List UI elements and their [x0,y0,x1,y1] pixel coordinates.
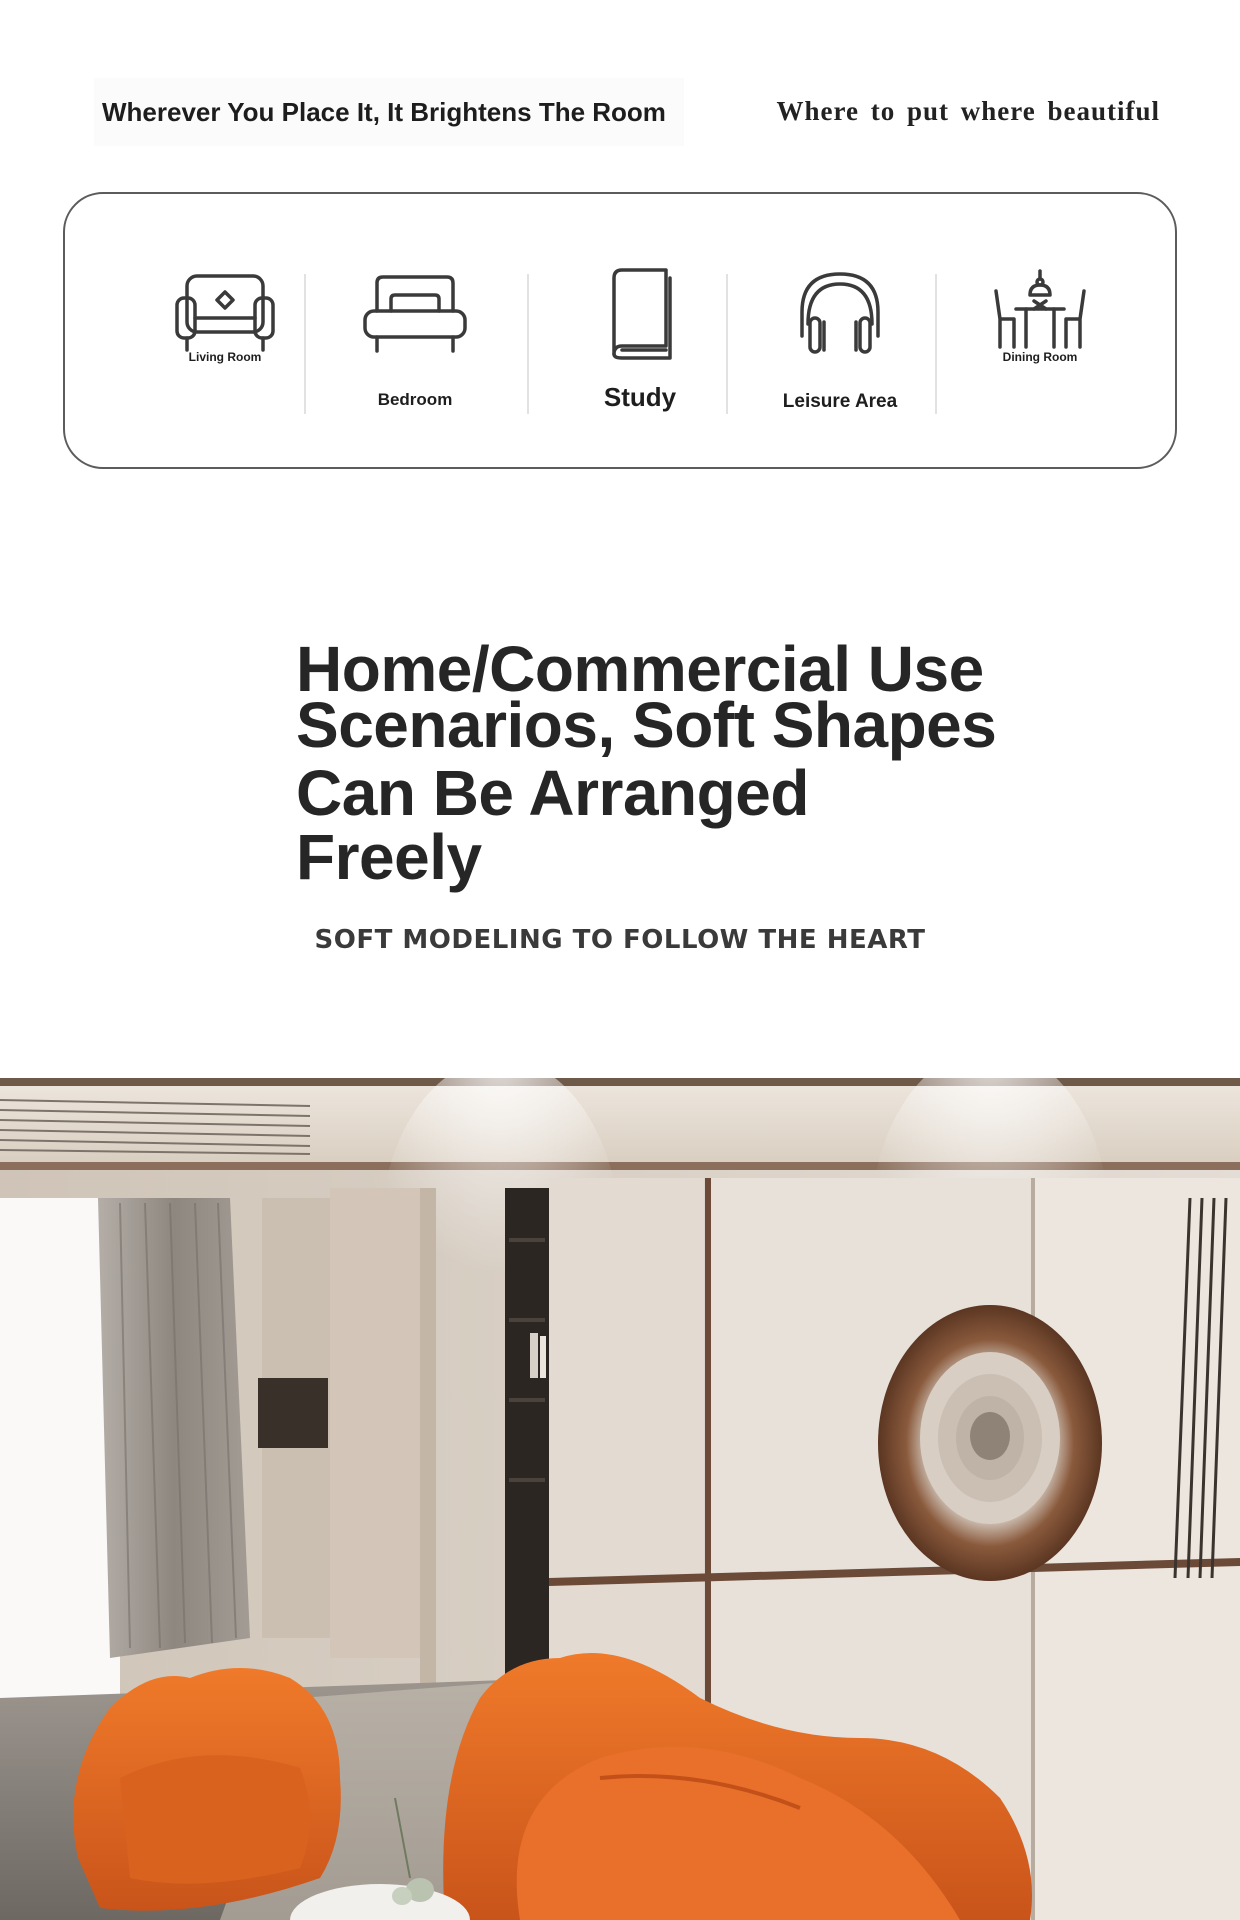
room-item-living-room [125,194,325,467]
subheadline: SOFT MODELING TO FOLLOW THE HEART [314,925,926,955]
headline [296,633,997,893]
divider [935,274,937,414]
room-item-study [555,194,725,467]
room-scenarios-panel [63,192,1177,469]
headline-line-3: Can Be Arranged [296,757,809,829]
room-item-leisure-area [745,194,935,467]
headline-line-1: Home/Commercial Use [296,633,984,705]
room-label-bedroom: Bedroom [377,390,453,409]
sofa-icon [170,264,280,364]
room-label-dining-room: Dining Room [1002,350,1078,364]
room-item-dining-room [955,194,1125,467]
tagline-left-banner [94,78,684,146]
headline-line-2: Scenarios, Soft Shapes [296,689,997,761]
room-label-leisure-area: Leisure Area [782,391,898,412]
room-label-living-room: Living Room [188,350,262,364]
headphones-icon [785,264,895,364]
divider [527,274,529,414]
headline-line-4: Freely [296,821,482,893]
room-label-study: Study [603,382,677,412]
living-room-photo [0,1078,1240,1920]
tagline-right-text: Where to put where beautiful [776,96,1160,126]
room-item-bedroom [330,194,500,467]
divider [304,274,306,414]
divider [726,274,728,414]
tagline-left-text: Wherever You Place It, It Brightens The Room [102,96,666,127]
dining-table-icon [985,264,1095,364]
bed-icon [360,264,470,364]
book-icon [585,264,695,364]
